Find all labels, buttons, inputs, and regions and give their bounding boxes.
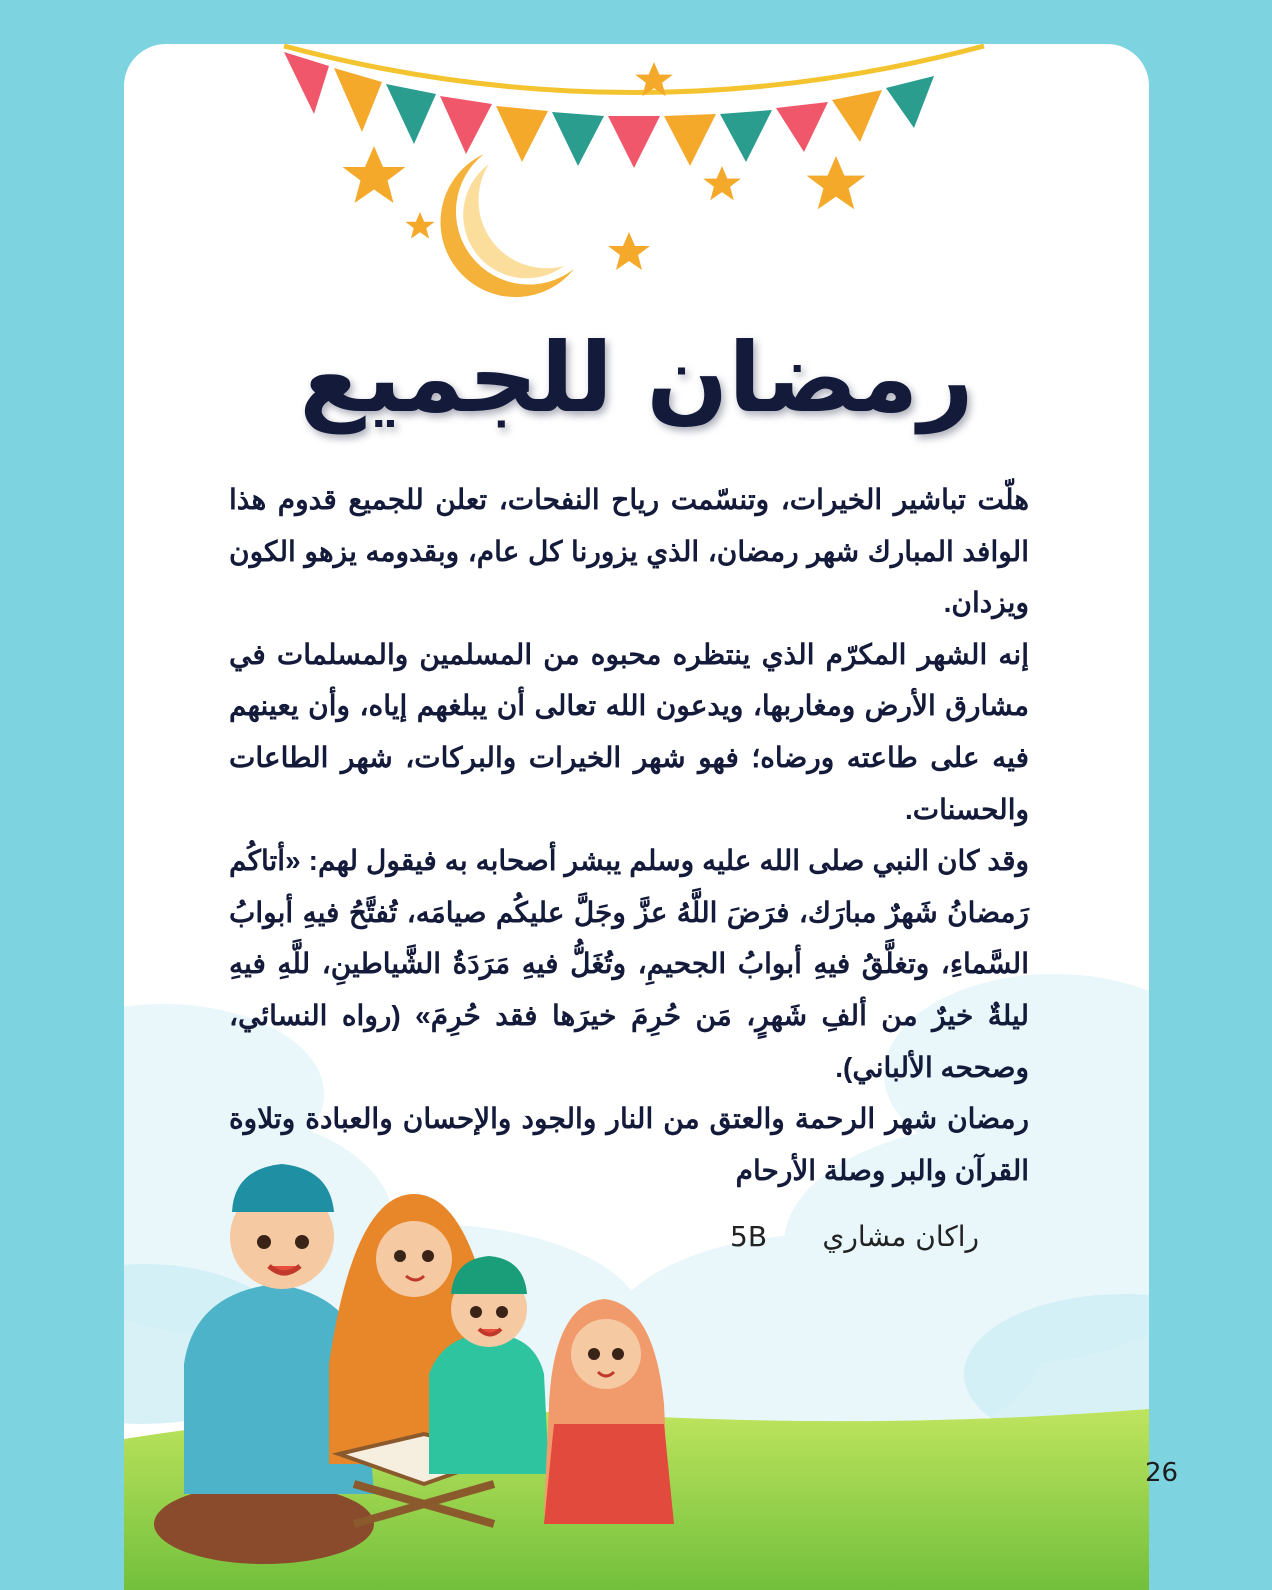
- author-name: راكان مشاري: [822, 1220, 979, 1253]
- author-line: [124, 1220, 1149, 1260]
- paragraph-summary: رمضان شهر الرحمة والعتق من النار والجود والإحسان والعبادة وتلاوة القرآن والبر وصلة الأرحام: [229, 1103, 1029, 1186]
- paragraph-intro: هلّت تباشير الخيرات، وتنسّمت رياح النفحات، تعلن للجميع قدوم هذا الوافد المبارك شهر رمضان، الذي يزورنا كل عام، وبقدومه يزهو الكون ويزدان.: [229, 484, 1029, 619]
- page-card: [124, 44, 1149, 1590]
- author-class: 5B: [730, 1220, 768, 1253]
- page-number: 26: [1145, 1458, 1179, 1488]
- article-body: [229, 474, 1029, 1196]
- page-title: رمضان للجميع: [299, 322, 974, 434]
- paragraph-hadith: وقد كان النبي صلى الله عليه وسلم يبشر أصحابه به فيقول لهم: «أتاكُم رَمضانُ شَهرٌ مبارَك، فرَضَ اللَّهُ عزَّ وجَلَّ عليكُم صيامَه، تُفتَّحُ فيهِ أبوابُ السَّماءِ، وتغلَّقُ فيهِ أبوابُ الجحيمِ، وتُغَلُّ فيهِ مَرَدَةُ الشَّياطينِ، للَّهِ فيهِ ليلةٌ خيرٌ من ألفِ شَهرٍ، مَن حُرِمَ خيرَها فقد حُرِمَ» (رواه النسائي، وصححه الألباني).: [229, 845, 1029, 1083]
- paragraph-honored-month: إنه الشهر المكرّم الذي ينتظره محبوه من المسلمين والمسلمات في مشارق الأرض ومغاربها، ويدعون الله تعالى أن يبلغهم إياه، وأن يعينهم فيه على طاعته ورضاه؛ فهو شهر الخيرات والبركات، شهر الطاعات والحسنات.: [229, 638, 1029, 825]
